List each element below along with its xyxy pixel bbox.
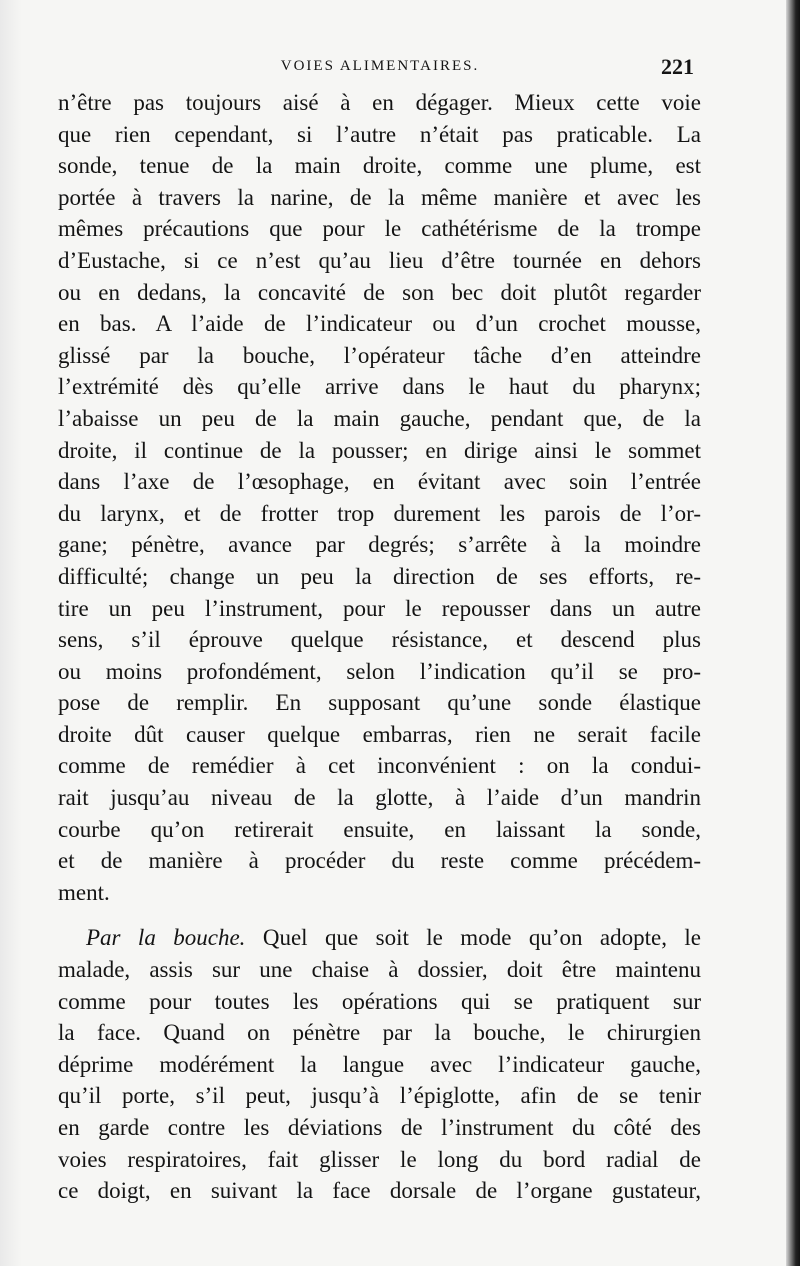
text-line: du larynx, et de frotter trop durement les parois de l’or-: [58, 500, 701, 526]
page-number: 221: [661, 54, 694, 79]
page-body: [58, 87, 701, 1207]
text-line: ou en dedans, la concavité de son bec doit plutôt regarder: [58, 279, 701, 305]
page-header: [60, 54, 700, 84]
text-line: pose de remplir. En supposant qu’une sonde élastique: [58, 690, 701, 716]
text-line: et de manière à procéder du reste comme précédem-: [58, 848, 701, 874]
text-line: comme de remédier à cet inconvénient : on la condui-: [58, 753, 701, 779]
text-line: d’Eustache, si ce n’est qu’au lieu d’être tournée en dehors: [58, 247, 701, 273]
text-line: qu’il porte, s’il peut, jusqu’à l’épiglotte, afin de se tenir: [58, 1083, 701, 1109]
text-line: la face. Quand on pénètre par la bouche, le chirurgien: [58, 1020, 701, 1046]
text-line: l’extrémité dès qu’elle arrive dans le haut du pharynx;: [58, 374, 701, 400]
section-lead: Par la bouche.: [86, 925, 246, 951]
running-head: VOIES ALIMENTAIRES.: [280, 58, 480, 74]
text-line: déprime modérément la langue avec l’indicateur gauche,: [58, 1051, 701, 1077]
text-line: glissé par la bouche, l’opérateur tâche d’en atteindre: [58, 342, 701, 368]
text-line: sonde, tenue de la main droite, comme une plume, est: [58, 153, 701, 179]
text-line: dans l’axe de l’œsophage, en évitant avec soin l’entrée: [58, 469, 701, 495]
text-line: l’abaisse un peu de la main gauche, pendant que, de la: [58, 405, 701, 431]
text-line: n’être pas toujours aisé à en dégager. Mieux cette voie: [58, 90, 701, 115]
text-line-rest: Quel que soit le mode qu’on adopte, le: [245, 925, 701, 951]
text-line: droite dût causer quelque embarras, rien ne serait facile: [58, 721, 701, 747]
paragraph-gap: [58, 908, 701, 922]
paragraph-1: [58, 87, 701, 908]
text-line: malade, assis sur une chaise à dossier, doit être maintenu: [58, 957, 701, 983]
text-line: comme pour toutes les opérations qui se pratiquent sur: [58, 988, 701, 1014]
text-line: tire un peu l’instrument, pour le repousser dans un autre: [58, 595, 701, 621]
text-line: que rien cependant, si l’autre n’était pas praticable. La: [58, 121, 701, 147]
text-line: sens, s’il éprouve quelque résistance, et descend plus: [58, 627, 701, 653]
paragraph-2: [58, 922, 701, 1206]
text-line: courbe qu’on retirerait ensuite, en laissant la sonde,: [58, 816, 701, 842]
text-line: voies respiratoires, fait glisser le long du bord radial de: [58, 1146, 701, 1172]
text-line: en garde contre les déviations de l’instrument du côté des: [58, 1115, 701, 1140]
text-line: [58, 922, 701, 954]
text-line: portée à travers la narine, de la même manière et avec les: [58, 184, 701, 210]
text-line: difficulté; change un peu la direction de ses efforts, re-: [58, 563, 701, 589]
text-line: ment.: [58, 879, 110, 905]
text-line: mêmes précautions que pour le cathétérisme de la trompe: [58, 216, 701, 242]
text-line: gane; pénètre, avance par degrés; s’arrête à la moindre: [58, 532, 701, 558]
text-line: ce doigt, en suivant la face dorsale de l’organe gustateur,: [58, 1178, 701, 1204]
text-line: droite, il continue de la pousser; en dirige ainsi le sommet: [58, 437, 701, 463]
text-line: ou moins profondément, selon l’indication qu’il se pro-: [58, 658, 701, 684]
text-line: en bas. A l’aide de l’indicateur ou d’un crochet mousse,: [58, 311, 701, 337]
text-line: rait jusqu’au niveau de la glotte, à l’aide d’un mandrin: [58, 785, 701, 811]
